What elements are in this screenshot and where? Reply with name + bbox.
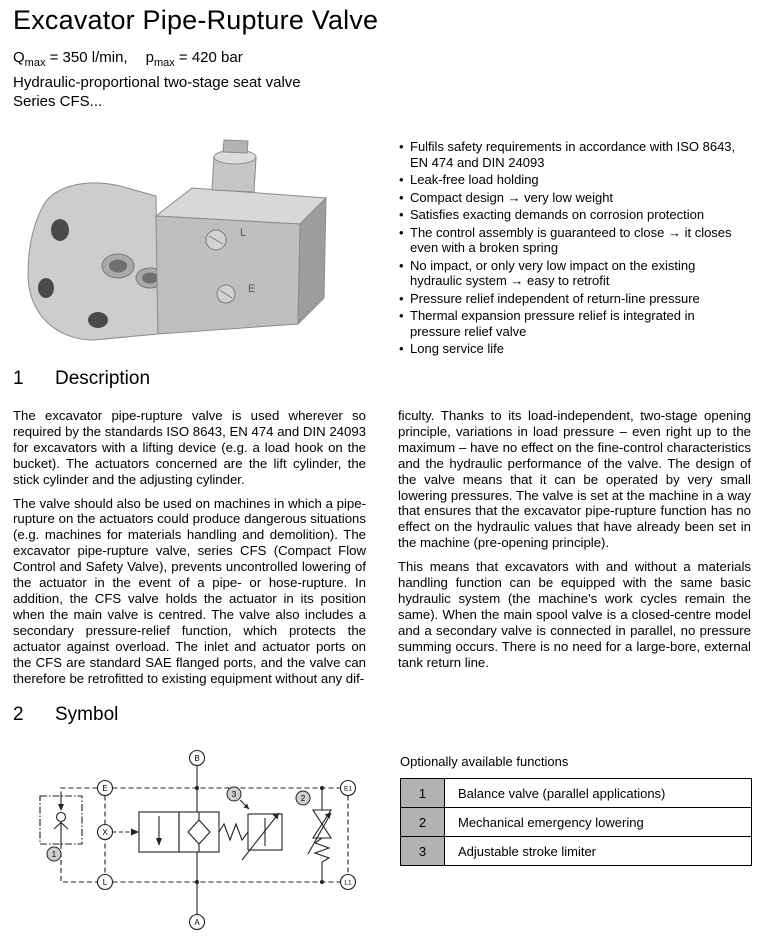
spec-subtitle-1: Hydraulic-proportional two-stage seat valve [13, 74, 301, 91]
bullet-icon: • [399, 341, 404, 356]
return-spring [219, 824, 248, 840]
flange-port [102, 254, 134, 278]
section-number: 2 [13, 704, 24, 725]
description-column-left [13, 408, 366, 694]
spec-line-values [13, 48, 301, 73]
section-heading-description [13, 368, 150, 390]
q-value: = 350 l/min, [49, 49, 128, 66]
feature-item [399, 341, 737, 357]
check-valve-ball [57, 813, 66, 822]
option-text-cell: Adjustable stroke limiter [445, 837, 752, 866]
optional-functions [400, 754, 752, 866]
spec-block [13, 48, 301, 111]
bullet-icon: • [399, 189, 404, 205]
feature-text: No impact, or only very low impact on the existing hydraulic system → easy to retrofit [410, 257, 696, 288]
relief-valve-lower-seat [313, 824, 331, 838]
option-number-cell: 1 [401, 779, 445, 808]
feature-item [399, 172, 737, 188]
bullet-icon: • [399, 290, 404, 306]
pmax-spec [145, 49, 243, 69]
check-flow-arrowhead [58, 804, 64, 811]
port-l-label: L [102, 878, 108, 887]
table-row [401, 779, 752, 808]
feature-text: Leak-free load holding [410, 172, 539, 187]
options-table [400, 778, 752, 866]
q-subscript: max [24, 57, 46, 69]
circuit-lines [40, 766, 348, 915]
port-stamp-e: E [248, 283, 256, 295]
bullet-icon: • [399, 224, 404, 240]
port-l1-label: L1 [344, 879, 352, 887]
p-symbol: p [145, 49, 154, 66]
feature-item [399, 225, 737, 256]
options-table-caption: Optionally available functions [400, 754, 569, 769]
bullet-icon: • [399, 172, 404, 187]
screw-plug [206, 230, 226, 250]
port-e1-label: E1 [344, 785, 352, 793]
port-x-label: X [102, 828, 108, 837]
valve-photo-illustration [8, 136, 370, 354]
bullet-icon: • [399, 257, 404, 273]
feature-text: Pressure relief independent of return-line pressure [410, 290, 700, 306]
port-stamp-l: L [240, 227, 247, 239]
feature-text: Compact design → very low weight [410, 189, 614, 205]
junction-dot [195, 880, 199, 884]
product-photo [8, 136, 370, 354]
feature-item [399, 308, 737, 339]
callout-2-label: 2 [300, 794, 306, 803]
callout-1-label: 1 [51, 850, 57, 859]
flange-plate [28, 183, 164, 340]
port-e-branch-line [61, 788, 98, 796]
p-subscript: max [153, 57, 175, 69]
feature-list [399, 139, 737, 359]
qmax-spec [13, 49, 128, 69]
flow-arrowhead [156, 838, 162, 846]
pilot-arrowhead [131, 829, 139, 836]
feature-text: Thermal expansion pressure relief is integrated in pressure relief valve [410, 308, 695, 339]
q-symbol: Q [13, 49, 25, 66]
valve-body [156, 140, 326, 334]
top-cylinder-boss [212, 140, 256, 192]
feature-item [399, 139, 737, 170]
description-paragraph: This means that excavators with and without a materials handling function can be equipped with the same basic hydraulic system (the machine's work cycles remain the same). When the main spool valve is a closed-centre model and a secondary valve is connected in parallel, no pressure summing occurs. There is no need for a large-bore, external tank return line. [398, 559, 751, 670]
flange-bolt-hole [88, 312, 108, 328]
junction-dot [195, 786, 199, 790]
circuit-svg [10, 748, 388, 932]
feature-text: Fulfils safety requirements in accordance with ISO 8643, EN 474 and DIN 24093 [410, 139, 736, 170]
section-number: 1 [13, 368, 24, 389]
feature-text: The control assembly is guaranteed to close → it closes even with a broken spring [410, 224, 732, 255]
feature-item [399, 207, 737, 223]
port-e-label: E [102, 784, 108, 793]
feature-item [399, 190, 737, 206]
junction-dot [320, 880, 324, 884]
feature-text: Satisfies exacting demands on corrosion protection [410, 207, 705, 222]
callout-3-label: 3 [231, 790, 237, 799]
option-text-cell: Balance valve (parallel applications) [445, 779, 752, 808]
body-front-face [156, 216, 300, 334]
page-title: Excavator Pipe-Rupture Valve [13, 5, 379, 35]
hydraulic-symbol-diagram [10, 748, 388, 932]
bullet-icon: • [399, 207, 404, 222]
feature-item [399, 291, 737, 307]
feature-item [399, 258, 737, 289]
balance-valve-return-line [61, 844, 98, 882]
screw-plug [217, 285, 235, 303]
flange-bolt-hole [38, 278, 54, 298]
p-value: = 420 bar [178, 49, 243, 66]
spec-subtitle-2: Series CFS... [13, 93, 103, 110]
description-column-right [398, 408, 751, 679]
feature-text: Long service life [410, 341, 504, 356]
table-row [401, 837, 752, 866]
bullet-icon: • [399, 139, 404, 154]
table-row [401, 808, 752, 837]
section-heading-symbol [13, 704, 118, 726]
option-text-cell: Mechanical emergency lowering [445, 808, 752, 837]
seat-valve-poppet [188, 820, 210, 844]
bullet-icon: • [399, 308, 404, 323]
relief-valve-spring [315, 838, 329, 862]
option-number-cell: 2 [401, 808, 445, 837]
section-title: Symbol [55, 704, 119, 725]
junction-dot [320, 786, 324, 790]
section-title: Description [55, 368, 151, 389]
description-paragraph: The valve should also be used on machines in which a pipe-rupture on the actuators could produce dangerous situations (e.g. machines for materials handling and demolition). The excavator pipe-rupture valve, series CFS (Compact Flow Control and Safety Valve), prevents uncontrolled lowering of the actuator in the event of a pipe- or hose-rupture. In addition, the CFS valve holds the actuator in its position when the main valve is centred. The valve also includes a secondary pressure-relief function, which protects the actuator against overload. The inlet and actuator ports on the CFS are standard SAE flanged ports, and the valve can therefore be retrofitted to existing equipment without any dif- [13, 495, 366, 686]
description-paragraph: The excavator pipe-rupture valve is used wherever so required by the standards ISO 8643, EN 474 and DIN 24093 for excavators with a lifting device (e.g. a load hook on the bucket). The actuators concerned are the lift cylinder, the stick cylinder and the adjusting cylinder. [13, 408, 366, 487]
flange-bolt-hole [51, 219, 69, 241]
port-circles [98, 751, 356, 930]
port-b-label: B [194, 754, 200, 763]
description-paragraph: ficulty. Thanks to its load-independent, two-stage opening principle, variations in load pressure – even right up to the maximum – have no effect on the fine-control characteristics and the hydraulic performance of the valve. The design of the valve means that it can be operated by very small lowering pressures. The valve is set at the machine in a way that ensures that the excavator pipe-rupture function has no effect on the hydraulic values that have already been set in the machine (pre-opening principle). [398, 408, 751, 551]
option-number-cell: 3 [401, 837, 445, 866]
port-a-label: A [194, 918, 200, 927]
